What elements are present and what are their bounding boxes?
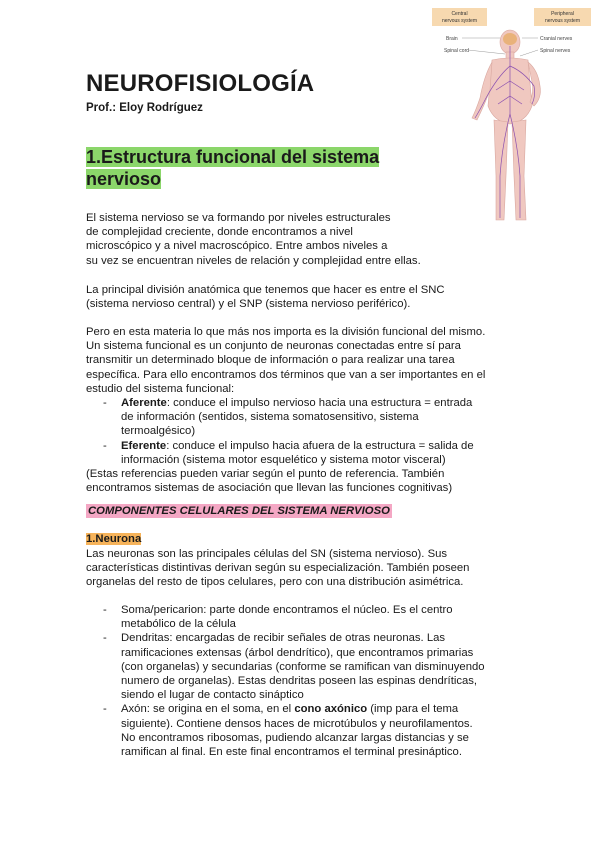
paragraph-intro: El sistema nervioso se va formando por niveles estructurales de complejidad creciente, donde encontramos a nivel microscópico y a nivel macroscópico. Entre ambos niveles a su vez se encuentran niveles de relación y complejidad entre ellas. [86,212,421,267]
subheading-components: COMPONENTES CELULARES DEL SISTEMA NERVIOSO [88,505,390,517]
neuron-parts-list [86,603,485,759]
brain-label: Brain [446,36,458,42]
spinal-nerves-label: Spinal nerves [540,48,571,54]
section-heading-line2: nervioso [86,169,162,189]
peripheral-label-2: nervous system [544,18,581,24]
spinal-cord-label: Spinal cord [444,48,470,54]
nervous-system-figure [430,6,593,228]
list-item-eferente: - Eferente: conduce el impulso hacia afuera de la estructura = salida de información (sistema motor esquelético y sistema motor visceral) [103,439,474,466]
section-heading [86,146,379,190]
author-line: Prof.: Eloy Rodríguez [86,102,203,114]
afferent-efferent-list [86,396,474,467]
list-item-soma: - Soma/pericarion: parte donde encontramos el núcleo. Es el centro metabólico de la célula [103,604,453,631]
section-heading-line1: 1.Estructura funcional del sistema [86,147,380,167]
central-label-1: Central [451,11,468,17]
central-label-2: nervous system [441,18,478,24]
paragraph-functional-division: Pero en esta materia lo que más nos importa es la división funcional del mismo. Un sistema funcional es un conjunto de neuronas conectadas entre sí para transmitir un determinado bloque de información o para realizar una tarea específica. Para ello encontramos dos términos que van a ser importantes en el estudio del sistema funcional: [86,326,486,395]
cranial-nerves-label: Cranial nerves [540,36,573,42]
list-item-dendritas: - Dendritas: encargadas de recibir señales de otras neuronas. Las ramificaciones extensas (árbol dendrítico), que encontramos primarias (con organelas) y secundarias (conforme se ramifican van disminuyendo numero de organelas). Estas dendritas poseen las espinas dendríticas, siendo el lugar de contacto sináptico [103,632,485,702]
brain-shape [503,33,517,45]
list-item-axon: - Axón: se origina en el soma, en el cono axónico (imp para el tema siguiente). Contiene densos haces de microtúbulos y neurofilamentos. No encontramos ribosomas, pudiendo alcanzar largas distancias y se ramifican al final. En este final encontramos el terminal presináptico. [103,703,473,759]
paragraph-neurons: Las neuronas son las principales células del SN (sistema nervioso). Sus características distintivas derivan según su especialización. También poseen organelas del resto de tipos celulares, pero con una distribución asimétrica. [86,548,470,589]
paragraph-anatomical-division: La principal división anatómica que tenemos que hacer es entre el SNC (sistema nervioso central) y el SNP (sistema nervioso periférico). [86,284,445,311]
body-silhouette [472,30,540,220]
document-title: NEUROFISIOLOGÍA [86,70,315,97]
list-item-aferente: - Aferente: conduce el impulso nervioso hacia una estructura = entrada de información (sentidos, sistema somatosensitivo, sistema termoalgésico) [103,397,473,438]
peripheral-label-1: Peripheral [551,11,574,17]
neurona-heading: 1.Neurona [86,533,142,545]
paragraph-references: (Estas referencias pueden variar según el punto de referencia. También encontramos sistemas de asociación que llevan las funciones cognitivas) [86,468,453,495]
